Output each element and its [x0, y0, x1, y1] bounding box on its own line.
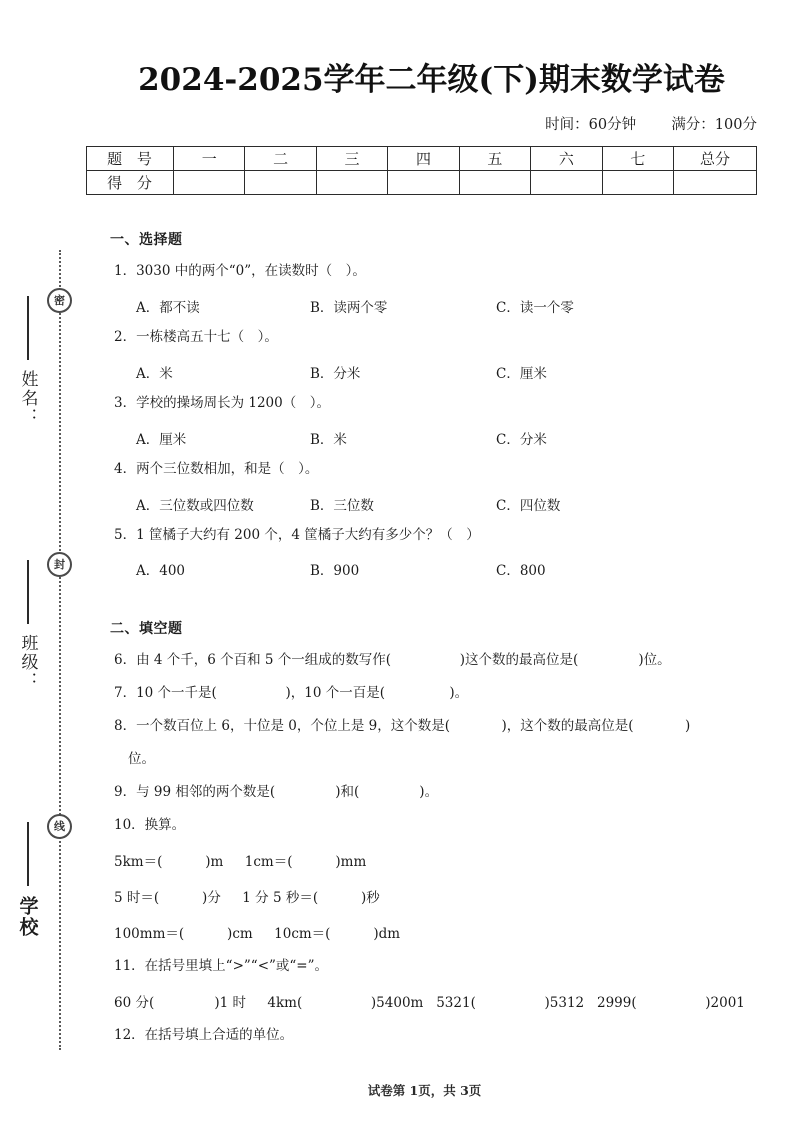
options-row-2 [110, 362, 763, 382]
score-table-col-total: 总分 [674, 147, 757, 171]
options-row-5 [110, 559, 763, 580]
options-row-3 [110, 428, 763, 448]
comparison-row-11[interactable]: 60 分( )1 时 4km( )5400m 5321( )5312 2999( )2001 [114, 994, 745, 1011]
option-2-a[interactable]: A．米 [136, 365, 173, 382]
conversion-row-10-3[interactable]: 100mm＝( )cm 10cm＝( )dm [114, 925, 401, 942]
question-stem-1: 1．3030 中的两个“0”，在读数时（ ）。 [114, 263, 366, 279]
score-table-col-3: 三 [316, 147, 387, 171]
option-2-c[interactable]: C．厘米 [496, 365, 547, 382]
name-write-rule [27, 296, 29, 360]
exam-content [86, 229, 793, 1043]
score-cell-7[interactable] [602, 171, 673, 195]
score-cell-1[interactable] [174, 171, 245, 195]
question-stem-5: 5．1 筐橘子大约有 200 个，4 筐橘子大约有多少个？（ ） [114, 526, 480, 543]
question-stem-11: 11．在括号里填上“>”“<”或“=”。 [114, 957, 329, 974]
seal-marker-feng: 封 [47, 552, 72, 577]
option-1-c[interactable]: C．读一个零 [496, 299, 574, 316]
conversion-row-10-1[interactable]: 5km＝( )m 1cm＝( )mm [114, 853, 367, 870]
seal-marker-mi: 密 [47, 288, 72, 313]
margin-field-school [0, 822, 56, 942]
table-row-scores [87, 171, 757, 195]
score-cell-3[interactable] [316, 171, 387, 195]
question-stem-8-continued: 位。 [128, 751, 155, 767]
question-stem-12: 12．在括号填上合适的单位。 [114, 1026, 294, 1043]
score-table-row-label-score: 得 分 [87, 171, 174, 195]
margin-field-name [0, 296, 56, 431]
score-cell-5[interactable] [459, 171, 530, 195]
school-write-rule [27, 822, 29, 886]
option-3-c[interactable]: C．分米 [496, 431, 547, 448]
section-heading-choice: 一、选择题 [110, 232, 183, 248]
score-cell-4[interactable] [388, 171, 459, 195]
option-3-a[interactable]: A．厘米 [136, 431, 187, 448]
option-1-a[interactable]: A．都不读 [136, 299, 200, 316]
table-row-question-numbers [87, 147, 757, 171]
score-table [86, 146, 757, 195]
options-row-4 [110, 494, 763, 514]
option-5-a[interactable]: A．400 [136, 563, 186, 580]
question-stem-4: 4．两个三位数相加，和是（ ）。 [114, 460, 319, 477]
margin-field-class [0, 560, 56, 695]
option-5-b[interactable]: B．900 [310, 563, 360, 580]
score-table-col-4: 四 [388, 147, 459, 171]
option-5-c[interactable]: C．800 [496, 563, 546, 580]
option-1-b[interactable]: B．读两个零 [310, 299, 388, 316]
class-write-rule [27, 560, 29, 624]
score-table-row-label-question: 题 号 [87, 147, 174, 171]
conversion-row-10-2[interactable]: 5 时＝( )分 1 分 5 秒＝( )秒 [114, 889, 380, 906]
score-table-col-5: 五 [459, 147, 530, 171]
question-stem-2: 2．一栋楼高五十七（ ）。 [114, 328, 278, 345]
options-row-1 [110, 296, 763, 316]
seal-dotted-line [59, 250, 61, 1050]
exam-page-body [86, 0, 793, 1122]
page-title: 2024-2025学年二年级(下)期末数学试卷 [138, 62, 725, 98]
score-table-col-2: 二 [245, 147, 316, 171]
page-footer: 试卷第 1页，共 3页 [367, 1083, 482, 1098]
margin-label-class: 班级： [17, 634, 38, 691]
option-4-a[interactable]: A．三位数或四位数 [136, 497, 254, 514]
question-stem-3: 3．学校的操场周长为 1200（ ）。 [114, 394, 330, 411]
exam-duration: 时间：60分钟 [545, 117, 637, 133]
margin-label-name: 姓名： [17, 370, 38, 427]
question-stem-6[interactable]: 6．由 4 个千，6 个百和 5 个一组成的数写作( )这个数的最高位是( )位。 [114, 652, 671, 669]
margin-label-school: 学校 [16, 896, 39, 938]
question-stem-9[interactable]: 9．与 99 相邻的两个数是( )和( )。 [114, 783, 439, 800]
score-table-col-1: 一 [174, 147, 245, 171]
exam-meta [86, 113, 793, 134]
exam-total-score: 满分：100分 [671, 117, 757, 133]
question-stem-7[interactable]: 7．10 个一千是( )，10 个一百是( )。 [114, 685, 469, 702]
option-3-b[interactable]: B．米 [310, 431, 347, 448]
question-stem-8[interactable]: 8．一个数百位上 6，十位是 0，个位上是 9，这个数是( )，这个数的最高位是( ) [114, 718, 691, 735]
section-heading-fill-in: 二、填空题 [110, 621, 183, 638]
score-cell-6[interactable] [531, 171, 602, 195]
score-table-col-7: 七 [602, 147, 673, 171]
seal-margin [0, 0, 86, 1122]
score-table-wrap [86, 146, 757, 195]
score-cell-total[interactable] [674, 171, 757, 195]
option-2-b[interactable]: B．分米 [310, 365, 361, 382]
seal-marker-xian: 线 [47, 814, 72, 839]
score-cell-2[interactable] [245, 171, 316, 195]
option-4-c[interactable]: C．四位数 [496, 497, 561, 514]
score-table-col-6: 六 [531, 147, 602, 171]
question-stem-10: 10．换算。 [114, 816, 186, 833]
option-4-b[interactable]: B．三位数 [310, 497, 374, 514]
